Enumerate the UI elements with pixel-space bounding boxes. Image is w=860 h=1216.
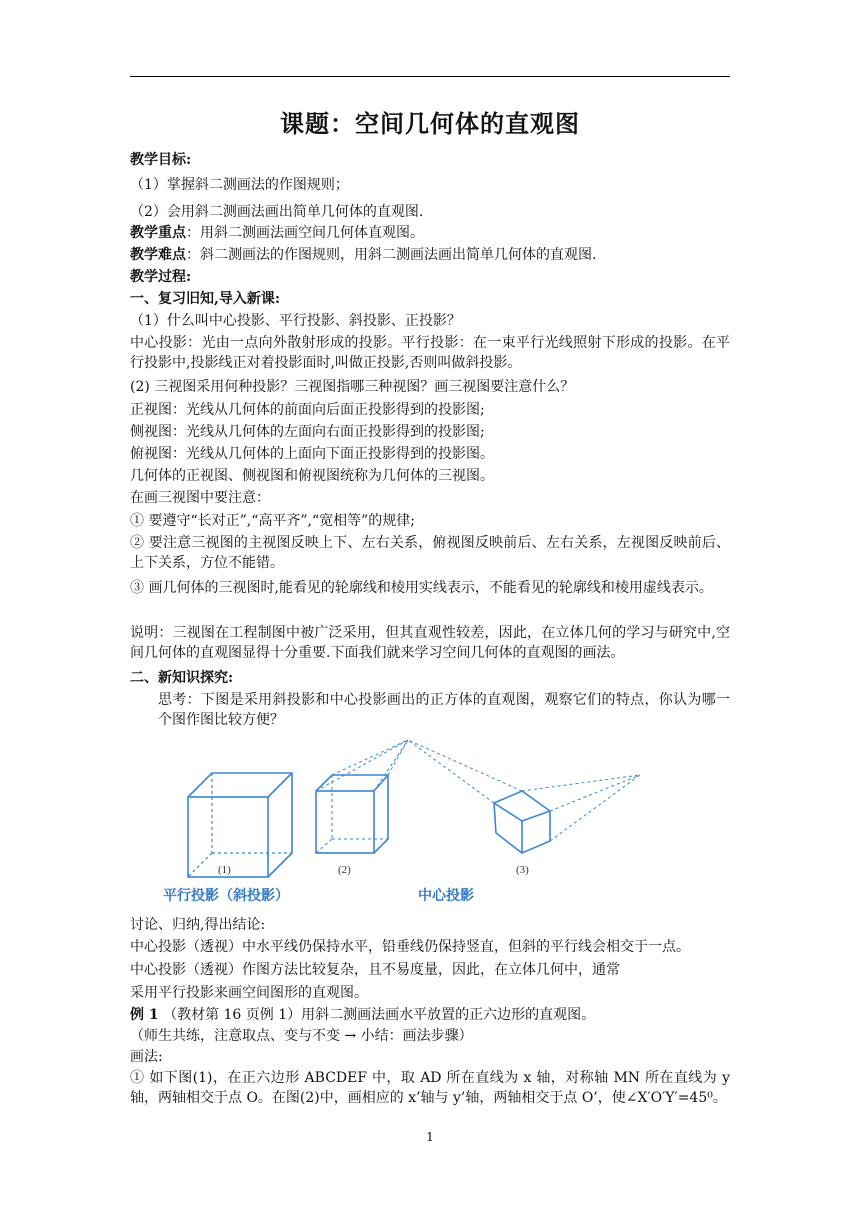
difficulty-text: ：斜二测画法的作图规则，用斜二测画法画出简单几何体的直观图.	[186, 247, 597, 263]
caption-parallel-projection: 平行投影（斜投影）	[163, 888, 289, 904]
difficulty-label: 教学难点	[130, 247, 186, 263]
example-note: （师生共练，注意取点、变与不变 → 小结：画法步骤）	[130, 1028, 473, 1044]
cube-1-parallel	[188, 773, 292, 877]
method-label: 画法:	[130, 1049, 163, 1065]
difficulty	[130, 245, 730, 265]
explanation: 说明：三视图在工程制图中被广泛采用，但其直观性较差，因此，在立体几何的学习与研究中,空间几何体的直观图显得十分重要.下面我们就来学习空间几何体的直观图的画法。	[130, 625, 730, 661]
example-text: （教材第 16 页例 1）用斜二测画法画水平放置的正六边形的直观图。	[158, 1007, 596, 1023]
three-views-def: 几何体的正视图、侧视图和俯视图统称为几何体的三视图。	[130, 468, 494, 484]
note-intro: 在画三视图中要注意：	[130, 490, 270, 506]
header-rule	[130, 76, 730, 77]
cube-projection-figure	[150, 735, 710, 910]
conclusion-1: 中心投影（透视）中水平线仍保持水平，铅垂线仍保持竖直，但斜的平行线会相交于一点。	[130, 939, 690, 955]
front-view: 正视图：光线从几何体的前面向后面正投影得到的投影图;	[130, 402, 485, 418]
example-label: 例 1	[130, 1007, 159, 1023]
answer-1: 中心投影：光由一点向外散射形成的投影。平行投影：在一束平行光线照射下形成的投影。在平行投影中,投影线正对着投影面时,叫做正投影,否则叫做斜投影。	[130, 335, 730, 371]
page-number: 1	[426, 1130, 434, 1144]
goal-1: （1）掌握斜二测画法的作图规则；	[130, 177, 349, 193]
key-label: 教学重点	[130, 225, 186, 241]
goals-label: 教学目标:	[130, 152, 192, 168]
page-title: 课题：空间几何体的直观图	[280, 109, 580, 138]
top-view: 俯视图：光线从几何体的上面向下面正投影得到的投影图。	[130, 446, 494, 462]
caption-central-projection: 中心投影	[418, 888, 474, 904]
cube-3-central	[408, 740, 640, 853]
figure-label-2: (2)	[338, 864, 351, 876]
think-question: 思考：下图是采用斜投影和中心投影画出的正方体的直观图，观察它们的特点，你认为哪一个图作图比较方便？	[158, 692, 730, 728]
question-1: （1）什么叫中心投影、平行投影、斜投影、正投影？	[130, 313, 461, 329]
process-label: 教学过程:	[130, 269, 192, 285]
discussion: 讨论、归纳,得出结论:	[130, 917, 266, 933]
figure-label-3: (3)	[516, 864, 529, 876]
example-1	[130, 1005, 730, 1025]
conclusion-2: 中心投影（透视）作图方法比较复杂，且不易度量，因此，在立体几何中，通常	[130, 962, 620, 978]
side-view: 侧视图：光线从几何体的左面向右面正投影得到的投影图;	[130, 424, 485, 440]
rule-3: ③ 画几何体的三视图时,能看见的轮廓线和棱用实线表示，不能看见的轮廓线和棱用虚线表示。	[130, 580, 713, 596]
rule-2: ② 要注意三视图的主视图反映上下、左右关系，俯视图反映前后、左右关系，左视图反映前后、上下关系，方位不能错。	[130, 535, 730, 571]
key-point	[130, 223, 730, 243]
section-1-heading: 一、复习旧知,导入新课:	[130, 291, 281, 307]
conclusion-3: 采用平行投影来画空间图形的直观图。	[130, 985, 368, 1001]
question-2: (2) 三视图采用何种投影？三视图指哪三种视图？画三视图要注意什么？	[130, 379, 575, 395]
rule-1: ① 要遵守“长对正”,“高平齐”,“宽相等”的规律;	[130, 513, 416, 529]
goal-2: （2）会用斜二测画法画出简单几何体的直观图.	[130, 204, 424, 220]
figure-label-1: (1)	[218, 864, 231, 876]
step-1: ① 如下图(1)，在正六边形 ABCDEF 中，取 AD 所在直线为 x 轴，对称轴 MN 所在直线为 y 轴，两轴相交于点 O。在图(2)中，画相应的 x’轴与 y’轴，两轴相交于点 O’，使∠X′O′Y′=45⁰。	[130, 1070, 730, 1106]
cube-2-central	[316, 740, 408, 853]
section-2-heading: 二、新知识探究:	[130, 670, 234, 686]
key-text: ：用斜二测画法画空间几何体直观图。	[186, 225, 424, 241]
